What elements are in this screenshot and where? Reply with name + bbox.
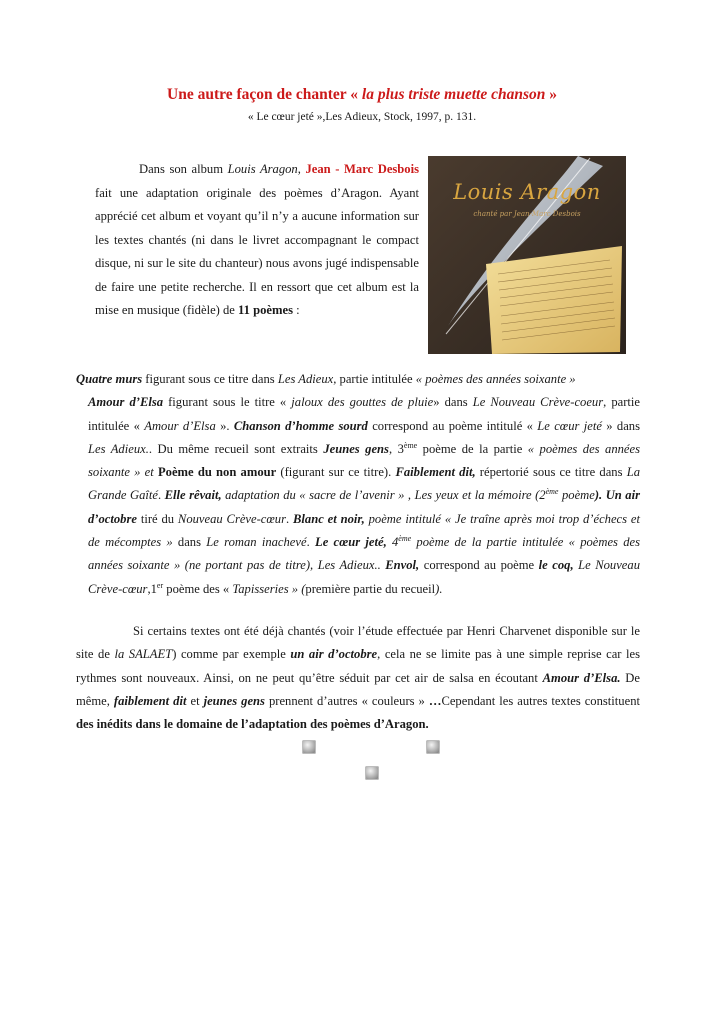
bullet-icon <box>426 740 440 754</box>
bullet-icon <box>365 766 379 780</box>
page-title: Une autre façon de chanter « la plus triste muette chanson » <box>167 86 557 103</box>
conclusion-paragraph: Si certains textes ont été déjà chantés (voir l’étude effectuée par Henri Charvenet disponible sur le site de la SALAET) comme par exemple un air d’octobre, cela ne se limite pas à une simple reprise car les rythmes sont nouveaux. Ainsi, on ne peut qu’être séduit par cet air de salsa en écoutant Amour d’Elsa. De même, faiblement dit et jeunes gens prennent d’autres « couleurs » …Cependant les autres textes constituent des inédits dans le domaine de l’adaptation des poèmes d’Aragon. <box>76 624 641 732</box>
singer-name: Jean - Marc Desbois <box>305 162 420 176</box>
intro-paragraph: Dans son album Louis Aragon, Jean - Marc Desbois fait une adaptation originale des poèmes d’Aragon. Ayant apprécié cet album et voyant qu’il n’y a aucune information sur les textes chantés (ni dans le livret accompagnant le compact disque, ni sur le site du chanteur) nous avons jugé indispensable de faire une petite recherche. Il en ressort que cet album est la mise en musique (fidèle) de 11 poèmes : <box>95 162 420 317</box>
poem-line-quatre-murs: Quatre murs figurant sous ce titre dans Les Adieux, partie intitulée « poèmes des années soixante » <box>76 372 576 386</box>
album-cover-image <box>428 156 626 354</box>
bullet-icon <box>302 740 316 754</box>
poem-list-paragraph <box>76 368 640 601</box>
poem-details: Amour d’Elsa figurant sous le titre « jaloux des gouttes de pluie» dans Le Nouveau Crève-coeur, partie intitulée « Amour d’Elsa ». Chanson d’homme sourd correspond au poème intitulé « Le cœur jeté » dans Les Adieux.. Du même recueil sont extraits Jeunes gens, 3ème poème de la partie « poèmes des années soixante » et Poème du non amour (figurant sur ce titre). Faiblement dit, répertorié sous ce titre dans La Grande Gaîté. Elle rêvait, adaptation du « sacre de l’avenir » , Les yeux et la mémoire (2ème poème). Un air d’octobre tiré du Nouveau Crève-cœur. Blanc et noir, poème intitulé « Je traîne après moi trop d’échecs et de mécomptes » dans Le roman inachevé. Le cœur jeté, 4ème poème de la partie intitulée « poèmes des années soixante » (ne portant pas de titre), Les Adieux.. Envol, correspond au poème le coq, Le Nouveau Crève-cœur,1er poème des « Tapisseries » (première partie du recueil). <box>88 395 641 596</box>
album-cover-subtitle: chanté par Jean-Marc Desbois <box>473 210 581 218</box>
album-cover-title: Louis Aragon <box>453 180 601 204</box>
citation: « Le cœur jeté »,Les Adieux, Stock, 1997, p. 131. <box>247 111 477 123</box>
